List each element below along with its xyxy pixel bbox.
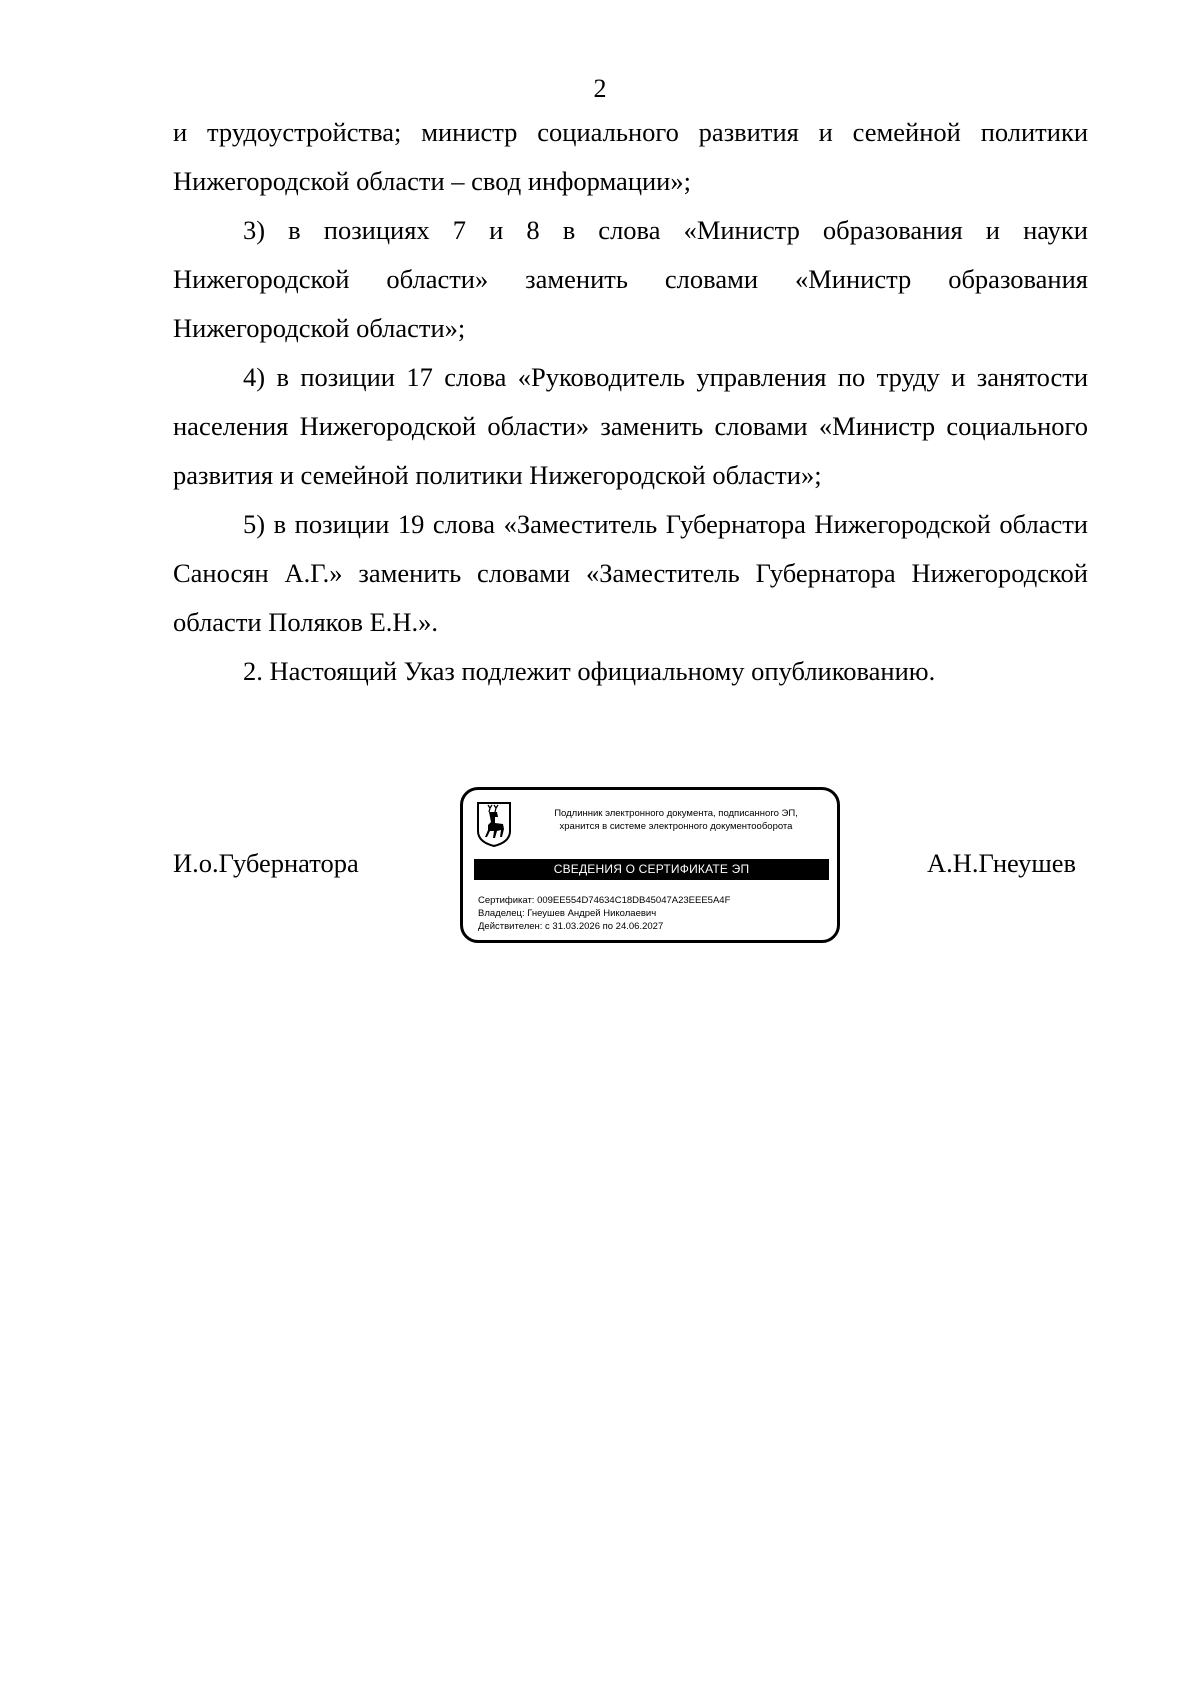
stamp-title: СВЕДЕНИЯ О СЕРТИФИКАТЕ ЭП (474, 859, 829, 880)
signatory-position: И.о.Губернатора (173, 848, 359, 878)
stamp-owner: Владелец: Гнеушев Андрей Николаевич (478, 908, 657, 919)
electronic-signature-stamp (460, 787, 840, 943)
stamp-validity: Действителен: с 31.03.2026 по 24.06.2027 (478, 921, 664, 932)
stamp-details (478, 894, 828, 933)
deer-emblem-icon (476, 801, 512, 847)
signatory-name: А.Н.Гнеушев (927, 848, 1077, 878)
page-number: 2 (593, 74, 607, 103)
document-body (173, 108, 1088, 696)
paragraph-continuation: и трудоустройства; министр социального развития и семейной политики Нижегородской области – свод информации»; (173, 117, 1088, 196)
stamp-header-line-1: Подлинник электронного документа, подписанного ЭП, (554, 808, 798, 819)
paragraph-item-4: 4) в позиции 17 слова «Руководитель управления по труду и занятости населения Нижегородской области» заменить словами «Министр социального развития и семейной политики Нижегородской области»; (173, 362, 1088, 490)
paragraph-item-5: 5) в позиции 19 слова «Заместитель Губернатора Нижегородской области Саносян А.Г.» заменить словами «Заместитель Губернатора Нижегородской области Поляков Е.Н.». (173, 509, 1088, 637)
paragraph-section-2: 2. Настоящий Указ подлежит официальному опубликованию. (243, 656, 936, 686)
paragraph-item-3: 3) в позициях 7 и 8 в слова «Министр образования и науки Нижегородской области» заменить словами «Министр образования Нижегородской области»; (173, 215, 1088, 343)
stamp-header-line-2: хранится в системе электронного документооборота (559, 821, 793, 832)
stamp-certificate: Сертификат: 009EE554D74634C18DB45047A23EEE5A4F (478, 895, 731, 906)
stamp-header (521, 807, 831, 833)
